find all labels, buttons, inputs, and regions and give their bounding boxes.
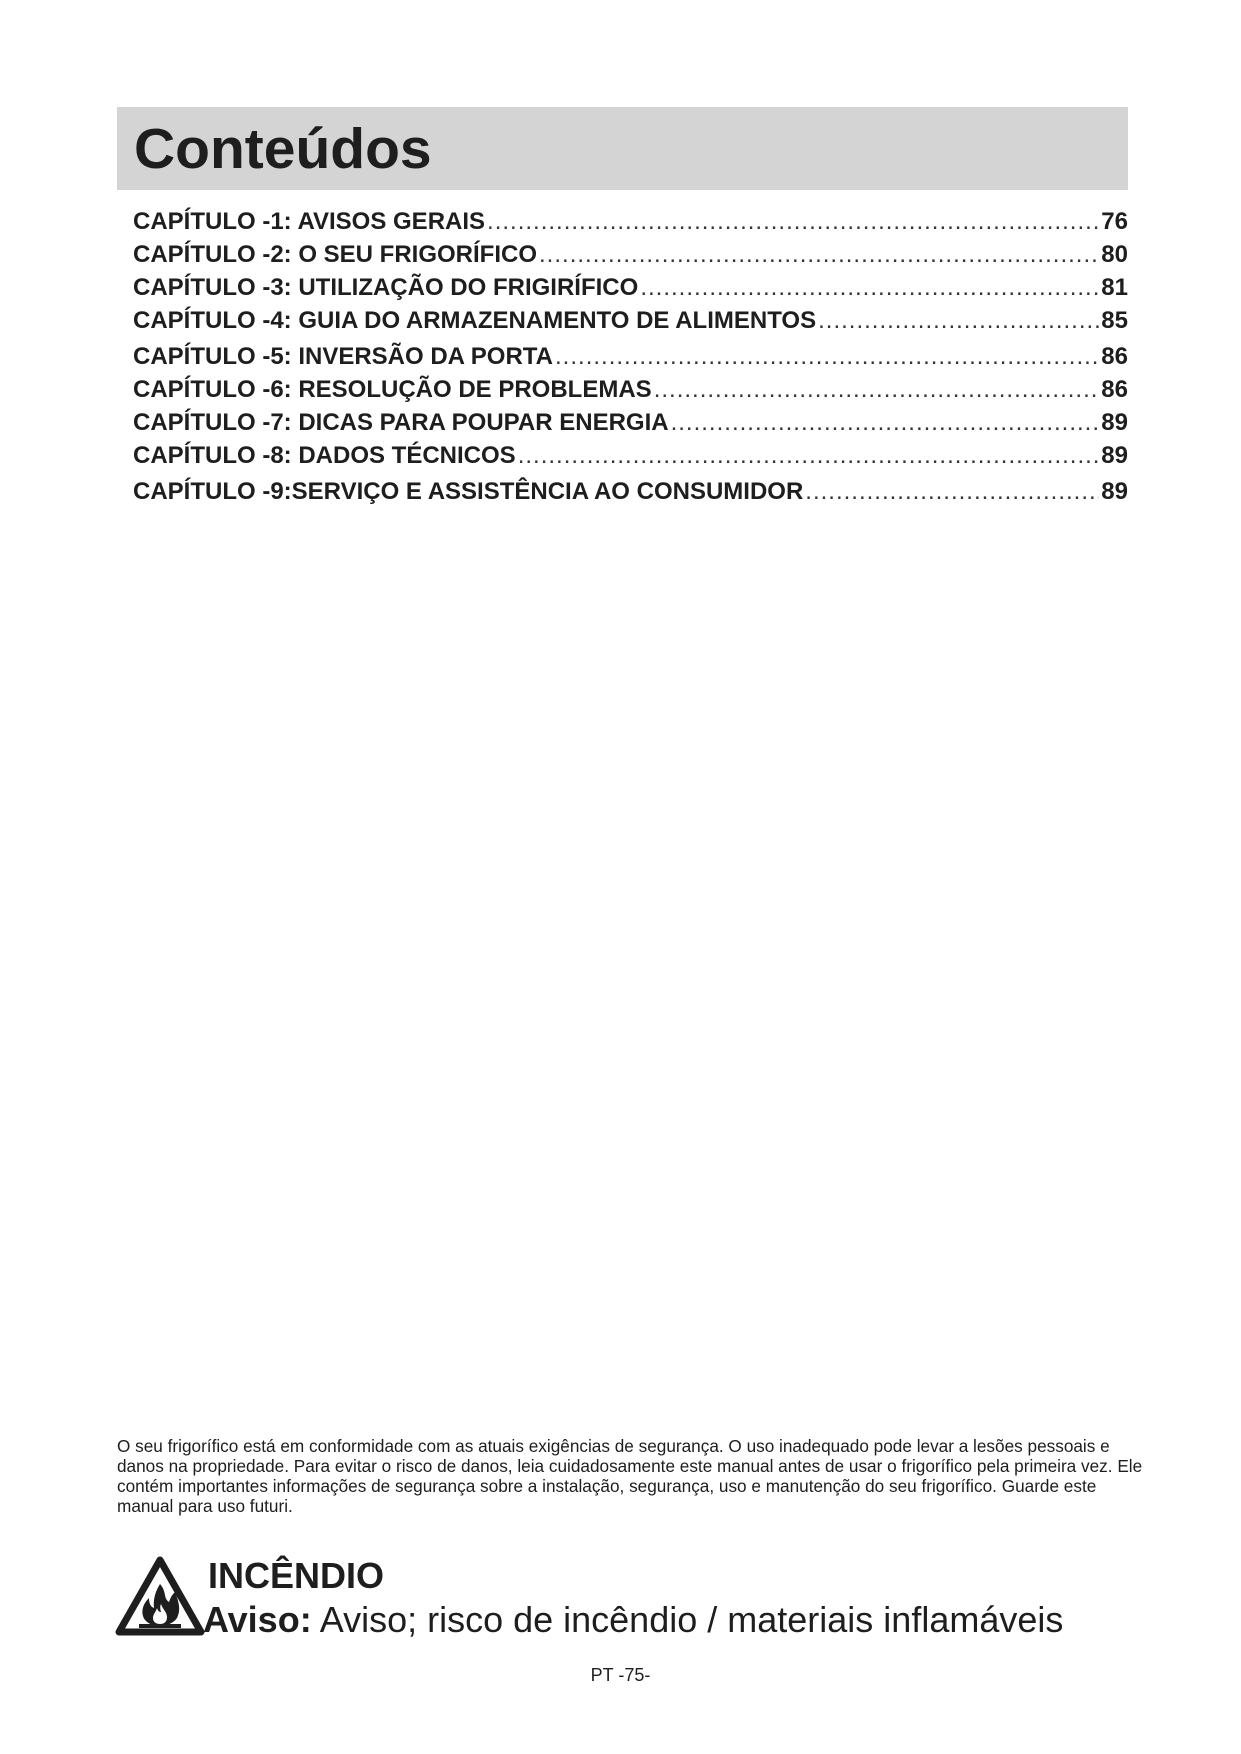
- toc-entry[interactable]: [133, 307, 1128, 340]
- intro-paragraph: O seu frigorífico está em conformidade com as atuais exigências de segurança. O uso inadequado pode levar a lesões pessoais e danos na propriedade. Para evitar o risco de danos, leia cuidadosamente este manual antes de usar o frigorífico pela primeira vez. Ele contém importantes informações de segurança sobre a instalação, segurança, uso e manutenção do seu frigorífico. Guarde este manual para uso futuri.: [117, 1436, 1143, 1516]
- toc-leader: [487, 208, 1099, 236]
- toc-entry-page: 80: [1101, 241, 1128, 268]
- toc-leader: [654, 376, 1100, 404]
- toc-leader: [518, 442, 1100, 470]
- toc-entry[interactable]: [133, 478, 1128, 511]
- toc-entry-label: CAPÍTULO -3: UTILIZAÇÃO DO FRIGIRÍFICO: [133, 274, 639, 301]
- toc-entry-label: CAPÍTULO -8: DADOS TÉCNICOS: [133, 442, 516, 469]
- toc-entry-label: CAPÍTULO -4: GUIA DO ARMAZENAMENTO DE ALIMENTOS: [133, 307, 817, 334]
- toc-entry-page: 86: [1101, 376, 1128, 403]
- toc-leader: [539, 241, 1099, 269]
- page-title: Conteúdos: [134, 117, 432, 181]
- title-bar: [117, 107, 1128, 190]
- toc-entry[interactable]: [133, 208, 1128, 241]
- toc-entry-label: CAPÍTULO -7: DICAS PARA POUPAR ENERGIA: [133, 409, 669, 436]
- toc-leader: [818, 307, 1099, 335]
- toc-entry-label: CAPÍTULO -5: INVERSÃO DA PORTA: [133, 343, 554, 370]
- toc-entry[interactable]: [133, 409, 1128, 442]
- toc-entry[interactable]: [133, 241, 1128, 274]
- warning-label: Aviso:: [203, 1599, 312, 1640]
- table-of-contents: [133, 208, 1128, 511]
- toc-entry-page: 76: [1101, 208, 1128, 235]
- toc-entry-label: CAPÍTULO -9:SERVIÇO E ASSISTÊNCIA AO CONSUMIDOR: [133, 478, 804, 505]
- warning-message: Aviso; risco de incêndio / materiais inflamáveis: [311, 1599, 1064, 1640]
- toc-entry-page: 86: [1101, 343, 1128, 370]
- fire-warning: [115, 1556, 1095, 1646]
- toc-entry-label: CAPÍTULO -1: AVISOS GERAIS: [133, 208, 486, 235]
- fire-warning-icon: [115, 1556, 205, 1636]
- toc-entry[interactable]: [133, 274, 1128, 307]
- toc-leader: [640, 274, 1099, 302]
- warning-text: [203, 1599, 1064, 1640]
- toc-entry[interactable]: [133, 343, 1128, 376]
- toc-entry[interactable]: [133, 442, 1128, 475]
- toc-entry-page: 89: [1101, 442, 1128, 469]
- toc-entry-label: CAPÍTULO -6: RESOLUÇÃO DE PROBLEMAS: [133, 376, 652, 403]
- toc-entry[interactable]: [133, 376, 1128, 409]
- page-number: PT -75-: [590, 1665, 651, 1685]
- toc-leader: [555, 343, 1099, 371]
- toc-entry-page: 81: [1101, 274, 1128, 301]
- toc-entry-page: 89: [1101, 478, 1128, 505]
- toc-entry-page: 85: [1101, 307, 1128, 334]
- toc-leader: [805, 478, 1099, 506]
- warning-heading: INCÊNDIO: [208, 1555, 385, 1596]
- toc-entry-page: 89: [1101, 409, 1128, 436]
- toc-leader: [671, 409, 1100, 437]
- toc-entry-label: CAPÍTULO -2: O SEU FRIGORÍFICO: [133, 241, 538, 268]
